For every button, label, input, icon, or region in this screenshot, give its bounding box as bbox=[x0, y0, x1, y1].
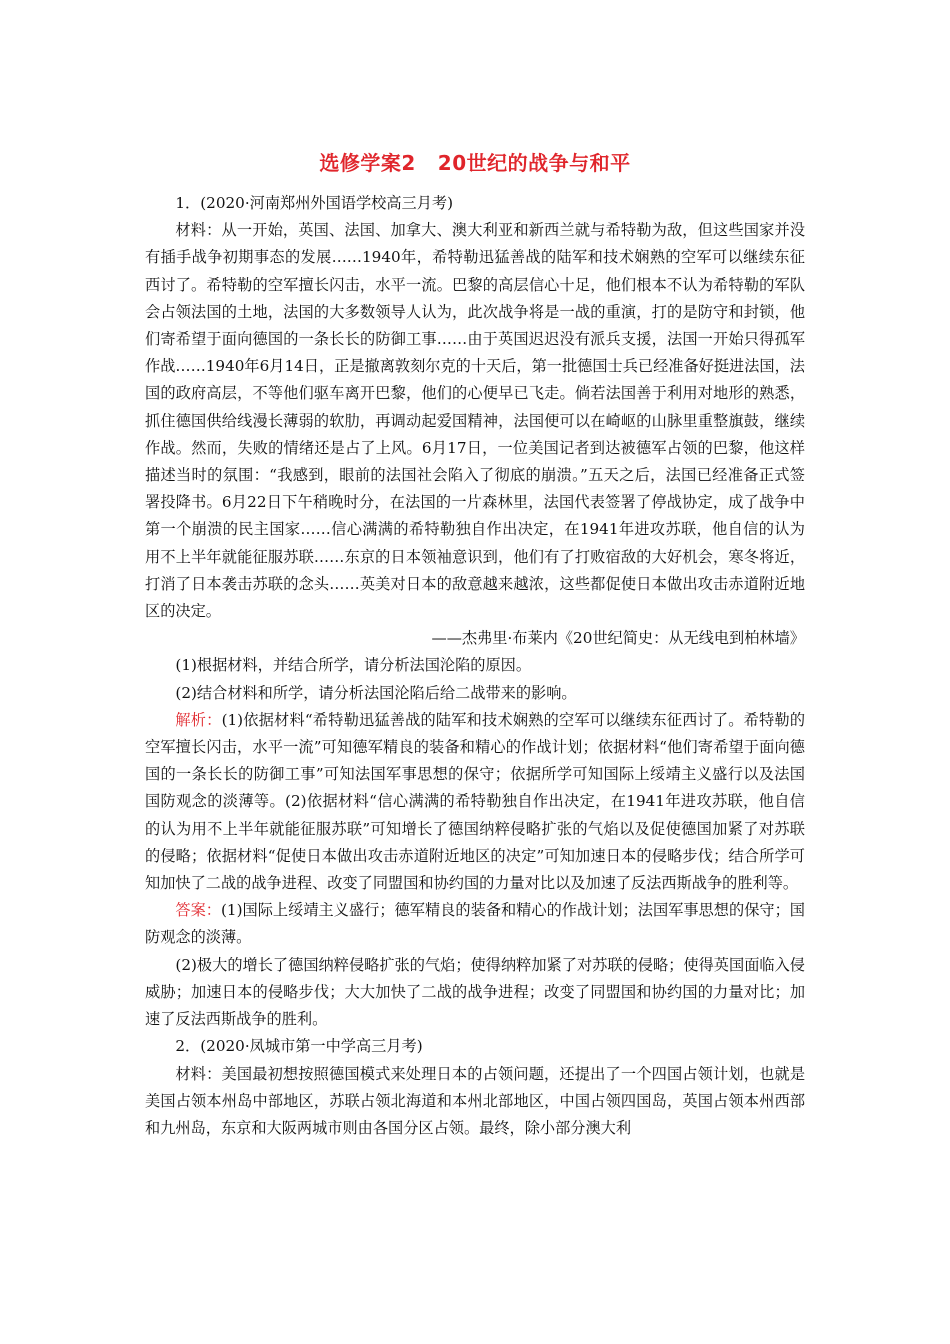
answer-label: 答案： bbox=[175, 901, 221, 920]
material-text: 从一开始，英国、法国、加拿大、澳大利亚和新西兰就与希特勒为敌，但这些国家并没有插手战争初期事态的发展……1940年，希特勒迅猛善战的陆军和技术娴熟的空军可以继续东征西讨了。希特勒的空军擅长闪击，水平一流。巴黎的高层信心十足，他们根本不认为希特勒的军队会占领法国的土地，法国的大多数领导人认为，此次战争将是一战的重演，打的是防守和封锁，他们寄希望于面向德国的一条长长的防御工事……由于英国迟迟没有派兵支援，法国一开始只得孤军作战……1940年6月14日，正是撤离敦刻尔克的十天后，第一批德国士兵已经准备好挺进法国，法国的政府高层，不等他们驱车离开巴黎，他们的心便早已飞走。倘若法国善于利用对地形的熟悉，抓住德国供给线漫长薄弱的软肋，再调动起爱国精神，法国便可以在崎岖的山脉里重整旗鼓，继续作战。然而，失败的情绪还是占了上风。6月17日，一位美国记者到达被德军占领的巴黎，他这样描述当时的氛围：“我感到，眼前的法国社会陷入了彻底的崩溃。”五天之后，法国已经准备正式签署投降书。6月22日下午稍晚时分，在法国的一片森林里，法国代表签署了停战协定，成了战争中第一个崩溃的民主国家……信心满满的希特勒独自作出决定，在1941年进攻苏联，他自信的认为用不上半年就能征服苏联……东京的日本领袖意识到，他们有了打败宿敌的大好机会，寒冬将近，打消了日本袭击苏联的念头……英美对日本的敌意越来越浓，这些都促使日本做出攻击赤道附近地区的决定。 bbox=[145, 221, 806, 621]
title-part-1: 选修学案2 bbox=[319, 151, 416, 175]
answer-text-1: (1)国际上绥靖主义盛行；德军精良的装备和精心的作战计划；法国军事思想的保守；国防观念的淡薄。 bbox=[145, 901, 805, 947]
material-source: ——杰弗里·布莱内《20世纪简史：从无线电到柏林墙》 bbox=[431, 629, 805, 648]
question-1-material bbox=[145, 217, 805, 625]
question-1-answer-2: (2)极大的增长了德国纳粹侵略扩张的气焰；使得纳粹加紧了对苏联的侵略；使得英国面临入侵威胁；加速日本的侵略步伐；大大加快了二战的战争进程；改变了同盟国和协约国的力量对比；加速了反法西斯战争的胜利。 bbox=[145, 955, 805, 1029]
material-label: 材料： bbox=[175, 221, 222, 240]
question-2-material bbox=[145, 1061, 805, 1143]
question-1-answer-1 bbox=[145, 897, 805, 951]
title-part-2: 20世纪的战争与和平 bbox=[437, 151, 631, 175]
sub-question-2: (2)结合材料和所学，请分析法国沦陷后给二战带来的影响。 bbox=[175, 683, 577, 702]
page-title bbox=[0, 147, 950, 176]
sub-question-1: (1)根据材料，并结合所学，请分析法国沦陷的原因。 bbox=[175, 656, 532, 675]
analysis-text: (1)依据材料“希特勒迅猛善战的陆军和技术娴熟的空军可以继续东征西讨了。希特勒的空军擅长闪击，水平一流”可知德军精良的装备和精心的作战计划；依据材料“他们寄希望于面向德国的一条长长的防御工事”可知法国军事思想的保守；依据所学可知国际上绥靖主义盛行以及法国国防观念的淡薄等。(2)依据材料“信心满满的希特勒独自作出决定，在1941年进攻苏联，他自信的认为用不上半年就能征服苏联”可知增长了德国纳粹侵略扩张的气焰以及促使德国加紧了对苏联的侵略；依据材料“促使日本做出攻击赤道附近地区的决定”可知加速日本的侵略步伐；结合所学可知加快了二战的战争进程、改变了同盟国和协约国的力量对比以及加速了反法西斯战争的胜利等。 bbox=[145, 710, 806, 893]
question-1-analysis bbox=[145, 707, 805, 897]
material-text-2: 美国最初想按照德国模式来处理日本的占领问题，还提出了一个四国占领计划，也就是美国占领本州岛中部地区，苏联占领北海道和本州北部地区，中国占领四国岛，英国占领本州西部和九州岛，东京和大阪两城市则由各国分区占领。最终，除小部分澳大利 bbox=[145, 1064, 806, 1137]
material-label-2: 材料： bbox=[175, 1064, 222, 1083]
question-2-header: 2．(2020·凤城市第一中学高三月考) bbox=[175, 1037, 423, 1056]
question-1-header: 1．(2020·河南郑州外国语学校高三月考) bbox=[175, 194, 454, 212]
document-body bbox=[145, 190, 805, 1142]
analysis-label: 解析： bbox=[175, 710, 222, 729]
